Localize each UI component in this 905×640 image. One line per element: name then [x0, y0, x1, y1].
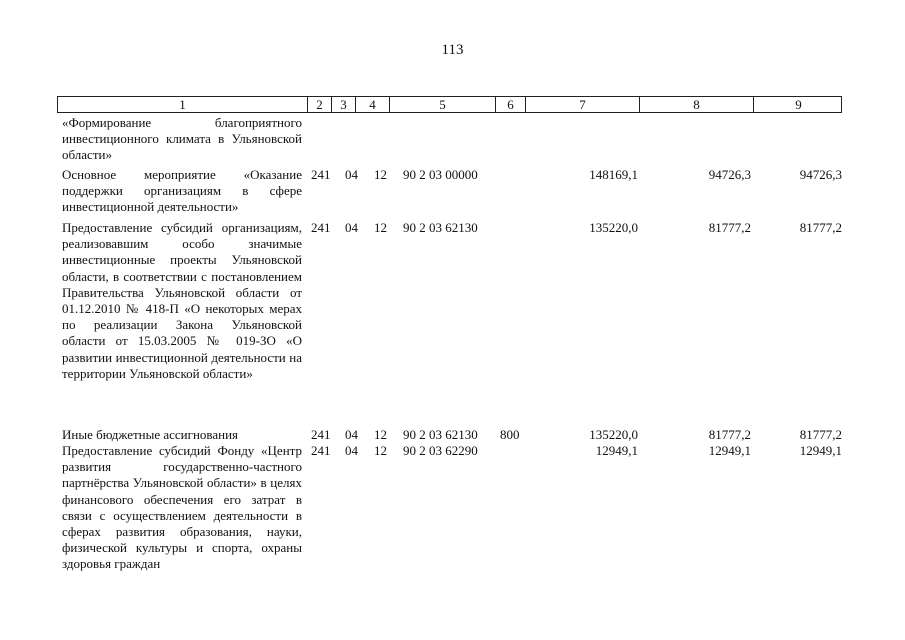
header-col-9: 9 [795, 97, 802, 112]
row-5-col-9: 12949,1 [799, 443, 842, 458]
row-3-col-9: 81777,2 [799, 220, 842, 235]
row-2-description: Основное мероприятие «Оказание поддержки организациям в сфере инвестиционной деятельности» [62, 167, 302, 215]
row-2-col-4: 12 [374, 167, 387, 182]
row-4-col-4: 12 [374, 427, 387, 442]
page-number: 113 [441, 42, 464, 58]
row-4-col-6: 800 [500, 427, 520, 442]
header-col-8: 8 [640, 97, 754, 112]
row-5-col-7: 12949,1 [595, 443, 638, 458]
header-col-5: 5 [390, 97, 496, 112]
row-3-col-2: 241 [311, 220, 331, 235]
header-col-1: 1 [58, 97, 308, 112]
row-4-col-2: 241 [311, 427, 331, 442]
row-2-col-8: 94726,3 [708, 167, 751, 182]
row-4-description: Иные бюджетные ассигнования [62, 427, 239, 442]
row-4-col-5: 90 2 03 62130 [403, 427, 478, 442]
row-5-col-4: 12 [374, 443, 387, 458]
row-3-col-7: 135220,0 [589, 220, 638, 235]
row-4-col-8: 81777,2 [708, 427, 751, 442]
row-3-col-4: 12 [374, 220, 387, 235]
row-2-col-5: 90 2 03 00000 [403, 167, 478, 182]
row-5-col-2: 241 [311, 443, 331, 458]
row-2-col-3: 04 [345, 167, 358, 182]
table-header [57, 96, 842, 113]
row-5-col-5: 90 2 03 62290 [403, 443, 478, 458]
row-3-col-5: 90 2 03 62130 [403, 220, 478, 235]
row-4-col-3: 04 [345, 427, 358, 442]
row-3-col-8: 81777,2 [708, 220, 751, 235]
header-col-7: 7 [526, 97, 640, 112]
row-2-col-7: 148169,1 [589, 167, 638, 182]
row-4-col-7: 135220,0 [589, 427, 638, 442]
row-5-description: Предоставление субсидий Фонду «Центр развития государственно-частного партнёрства Ульяновской области» в целях финансового обеспечения его затрат в связи с осуществлением деятельности в сферах развития образования, науки, физической культуры и спорта, охраны здоровья граждан [62, 443, 302, 572]
row-5-col-8: 12949,1 [708, 443, 751, 458]
row-1-description: «Формирование благоприятного инвестиционного климата в Ульяновской области» [62, 115, 302, 163]
row-4-col-9: 81777,2 [799, 427, 842, 442]
row-2-col-9: 94726,3 [799, 167, 842, 182]
header-col-4: 4 [356, 97, 390, 112]
header-col-3: 3 [332, 97, 356, 112]
header-col-2: 2 [308, 97, 332, 112]
header-col-6: 6 [496, 97, 526, 112]
row-5-col-3: 04 [345, 443, 358, 458]
row-3-description: Предоставление субсидий организациям, реализовавшим особо значимые инвестиционные проекты Ульяновской области, в соответствии с постановлением Правительства Ульяновской области от 01.12.2010 № 418-П «О некоторых мерах по реализации Закона Ульяновской области от 15.03.2005 № 019-ЗО «О развитии инвестиционной деятельности на территории Ульяновской области» [62, 220, 302, 381]
row-2-col-2: 241 [311, 167, 331, 182]
row-3-col-3: 04 [345, 220, 358, 235]
